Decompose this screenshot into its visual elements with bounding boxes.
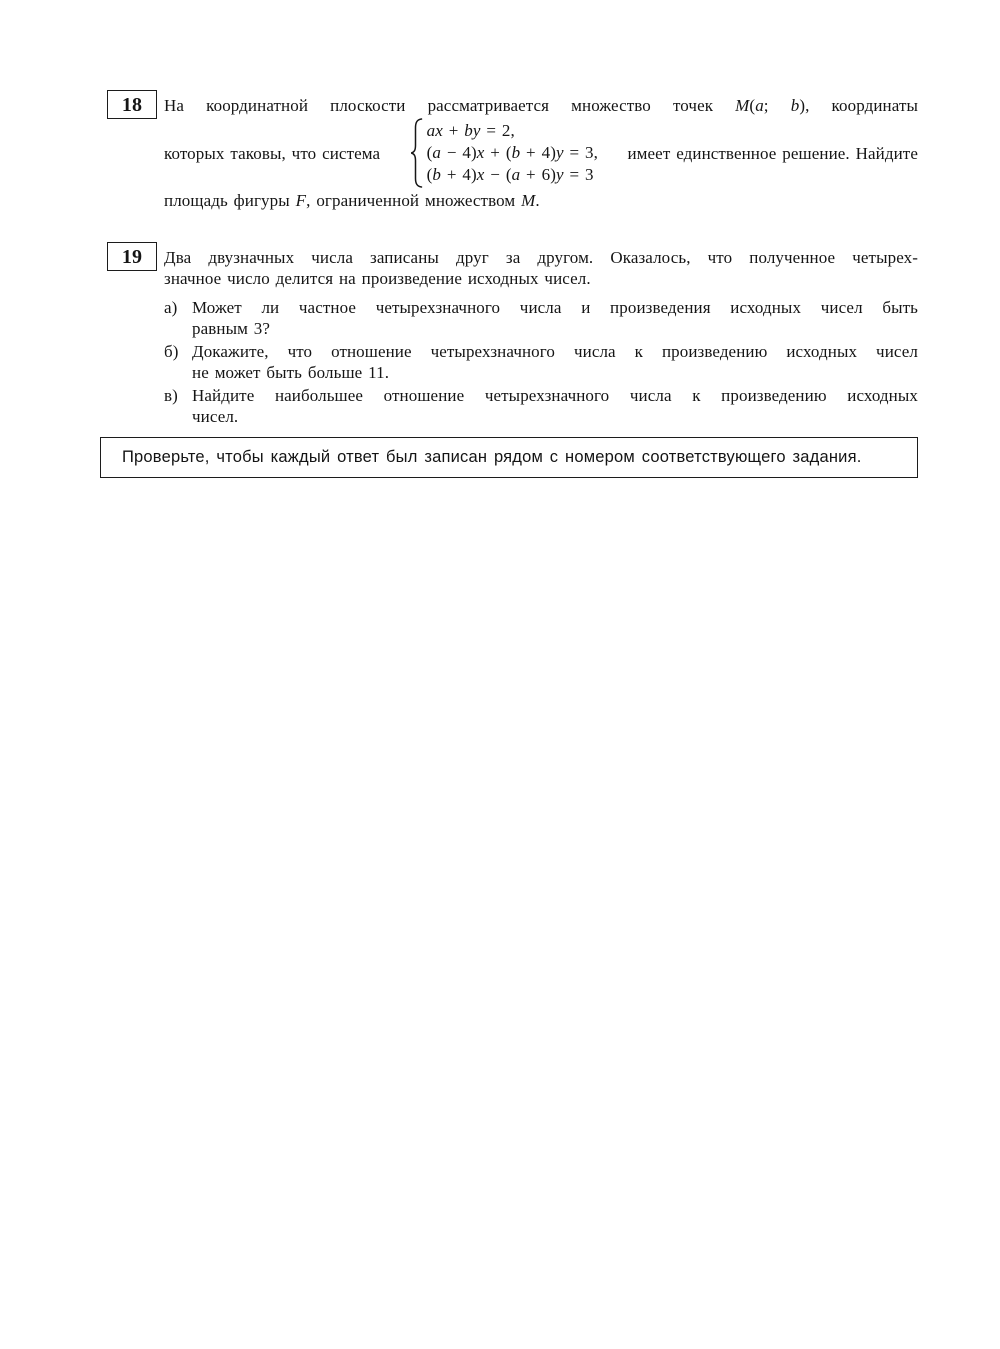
equation-3: (b + 4)x − (a + 6)y = 3 — [426, 165, 594, 184]
item-a-text — [192, 297, 918, 339]
equation-system — [410, 118, 598, 188]
problem-19-intro-line-1: Два двузначных числа записаны друг за другом. Оказалось, что полученное четырех- — [164, 248, 918, 267]
item-b-line-2: не может быть больше 11. — [192, 363, 390, 382]
problem-19-section — [107, 242, 918, 429]
system-prefix: которых таковы, что система — [164, 143, 381, 163]
problem-18-line-1: На координатной плоскости рассматривается множество точек M(a; b), координаты — [164, 96, 918, 115]
problem-18-number-box — [107, 90, 157, 119]
problem-18-system-line — [164, 118, 918, 188]
equations-group — [427, 120, 598, 186]
problem-18-body — [164, 90, 918, 211]
item-b-label: б) — [164, 342, 179, 361]
equation-1: ax + by = 2, — [426, 121, 515, 140]
problem-19-number-box — [107, 242, 157, 271]
item-b-text — [192, 341, 918, 383]
problem-19-items — [164, 297, 918, 427]
problem-19-number: 19 — [121, 245, 143, 268]
problem-19-body — [164, 242, 918, 429]
system-suffix: имеет единственное решение. Найдите — [627, 143, 918, 163]
item-v-label: в) — [164, 386, 178, 405]
system-brace-icon — [410, 118, 423, 188]
item-a-line-1: Может ли частное четырехзначного числа и произведения исходных чисел быть — [192, 298, 918, 317]
equation-2: (a − 4)x + (b + 4)y = 3, — [426, 143, 598, 162]
problem-18-last-line: площадь фигуры F, ограниченной множеством M. — [164, 191, 540, 210]
problem-18-section — [107, 90, 918, 211]
item-b-line-1: Докажите, что отношение четырехзначного числа к произведению исходных чисел — [192, 342, 918, 361]
problem-18-number: 18 — [121, 93, 143, 116]
item-a-label: а) — [164, 298, 178, 317]
item-v-text — [192, 385, 918, 427]
notice-box — [100, 437, 918, 478]
notice-text: Проверьте, чтобы каждый ответ был записан рядом с номером соответствующего задания. — [122, 448, 862, 466]
item-v-line-1: Найдите наибольшее отношение четырехзначного числа к произведению исходных — [192, 386, 918, 405]
item-a-line-2: равным 3? — [192, 319, 271, 338]
item-v — [164, 385, 918, 427]
item-v-line-2: чисел. — [192, 407, 239, 426]
item-a — [164, 297, 918, 339]
problem-19-intro-line-2: значное число делится на произведение исходных чисел. — [164, 269, 591, 288]
page-content — [107, 90, 918, 429]
item-b — [164, 341, 918, 383]
